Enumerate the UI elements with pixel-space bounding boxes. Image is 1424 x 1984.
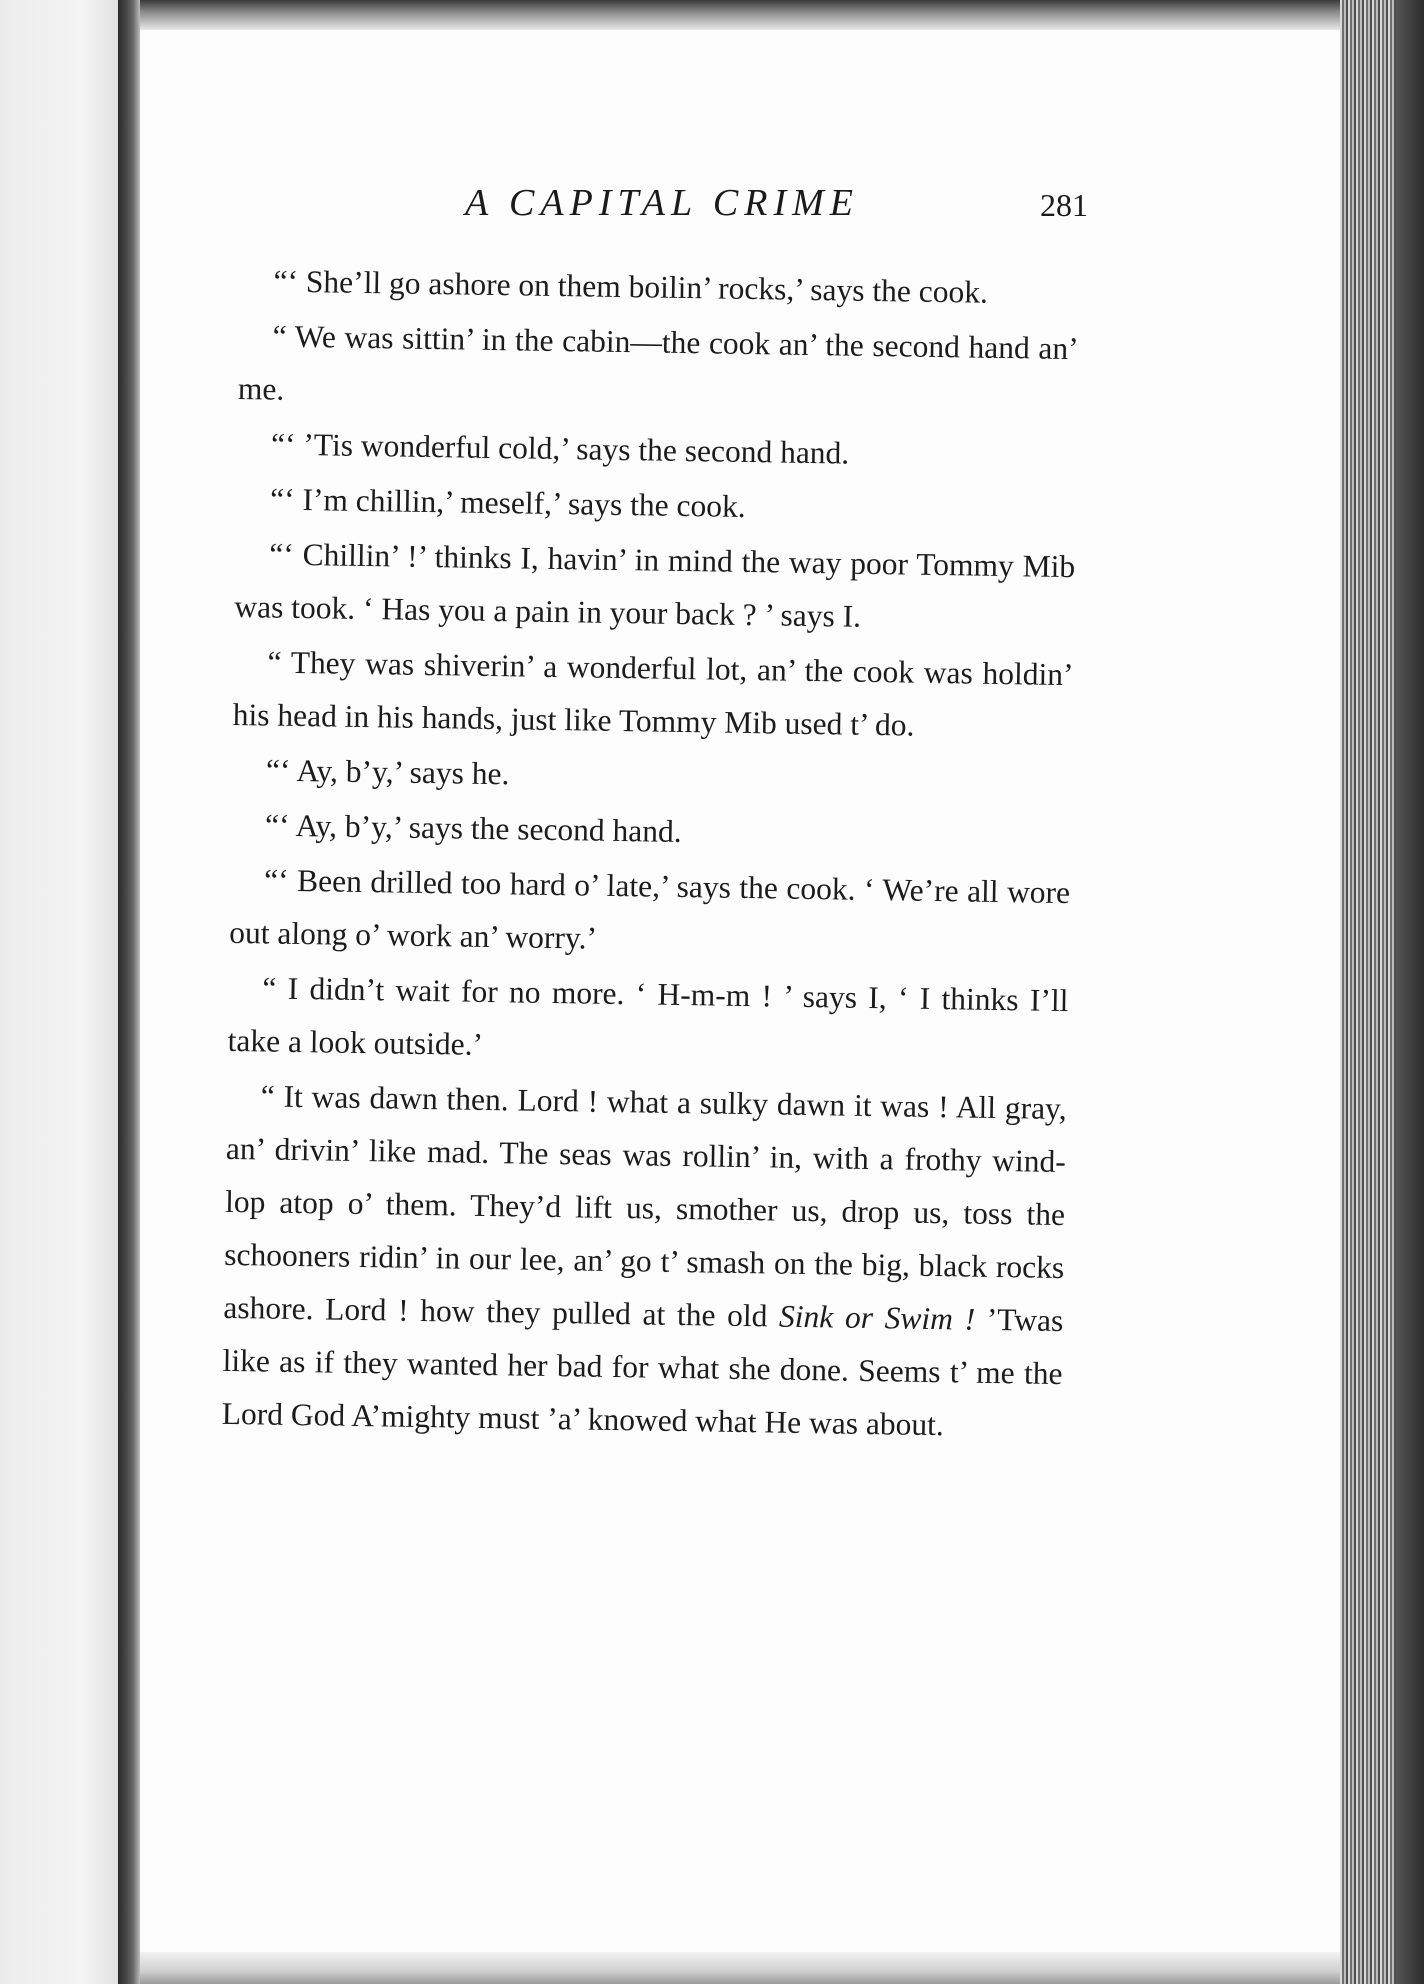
paragraph: “‘ ’Tis wonderful cold,’ says the second hand. (270, 426, 850, 471)
running-title: A CAPITAL CRIME (465, 182, 859, 224)
paragraph: “‘ I’m chillin,’ meself,’ says the cook. (269, 481, 746, 524)
page-number: 281 (1040, 187, 1088, 223)
paragraph: “‘ Ay, b’y,’ says he. (265, 752, 510, 792)
bottom-page-edge (140, 1952, 1340, 1984)
facing-page-edge (0, 0, 118, 1984)
paragraph: “‘ Been drilled too hard o’ late,’ says the cook. ‘ We’re all wore out along o’ work an’ worry.’ (229, 862, 1071, 956)
paragraph-text: ’Twas like as if they wanted her bad for what she done. Seems t’ me the Lord God A’mighty must ’a’ knowed what He was about. (221, 1301, 1064, 1443)
body-text (221, 254, 1080, 1453)
page-edges-stack (1340, 0, 1424, 1984)
paragraph: “ We was sittin’ in the cabin—the cook an’ the second hand an’ me. (237, 318, 1079, 407)
paragraph-text: “ It was dawn then. Lord ! what a sulky dawn it was ! All gray, an’ drivin’ like mad. The seas was rollin’ in, with a frothy wind-lop atop o’ them. They’d lift us, smother us, drop us, toss the schooners ridin’ in our lee, an’ go t’ smash on the big, black rocks ashore. Lord ! how they pulled at the old (223, 1078, 1067, 1334)
top-shadow (140, 0, 1340, 30)
book-page (140, 26, 1340, 1984)
paragraph: “‘ Ay, b’y,’ says the second hand. (264, 807, 682, 850)
paragraph: “‘ She’ll go ashore on them boilin’ rocks,’ says the cook. (273, 263, 989, 310)
paragraph: “ They was shiverin’ a wonderful lot, an’ the cook was holdin’ his head in his hands, just like Tommy Mib used t’ do. (232, 644, 1074, 743)
paragraph: “‘ Chillin’ !’ thinks I, havin’ in mind the way poor Tommy Mib was took. ‘ Has you a pain in your back ? ’ says I. (234, 536, 1076, 634)
running-head (140, 181, 1340, 231)
ship-name-italic: Sink or Swim ! (778, 1298, 976, 1337)
book-gutter (118, 0, 140, 1984)
paragraph (221, 1069, 1067, 1453)
paragraph: “ I didn’t wait for no more. ‘ H-m-m ! ’ says I, ‘ I thinks I’ll take a look outside.’ (227, 970, 1069, 1062)
